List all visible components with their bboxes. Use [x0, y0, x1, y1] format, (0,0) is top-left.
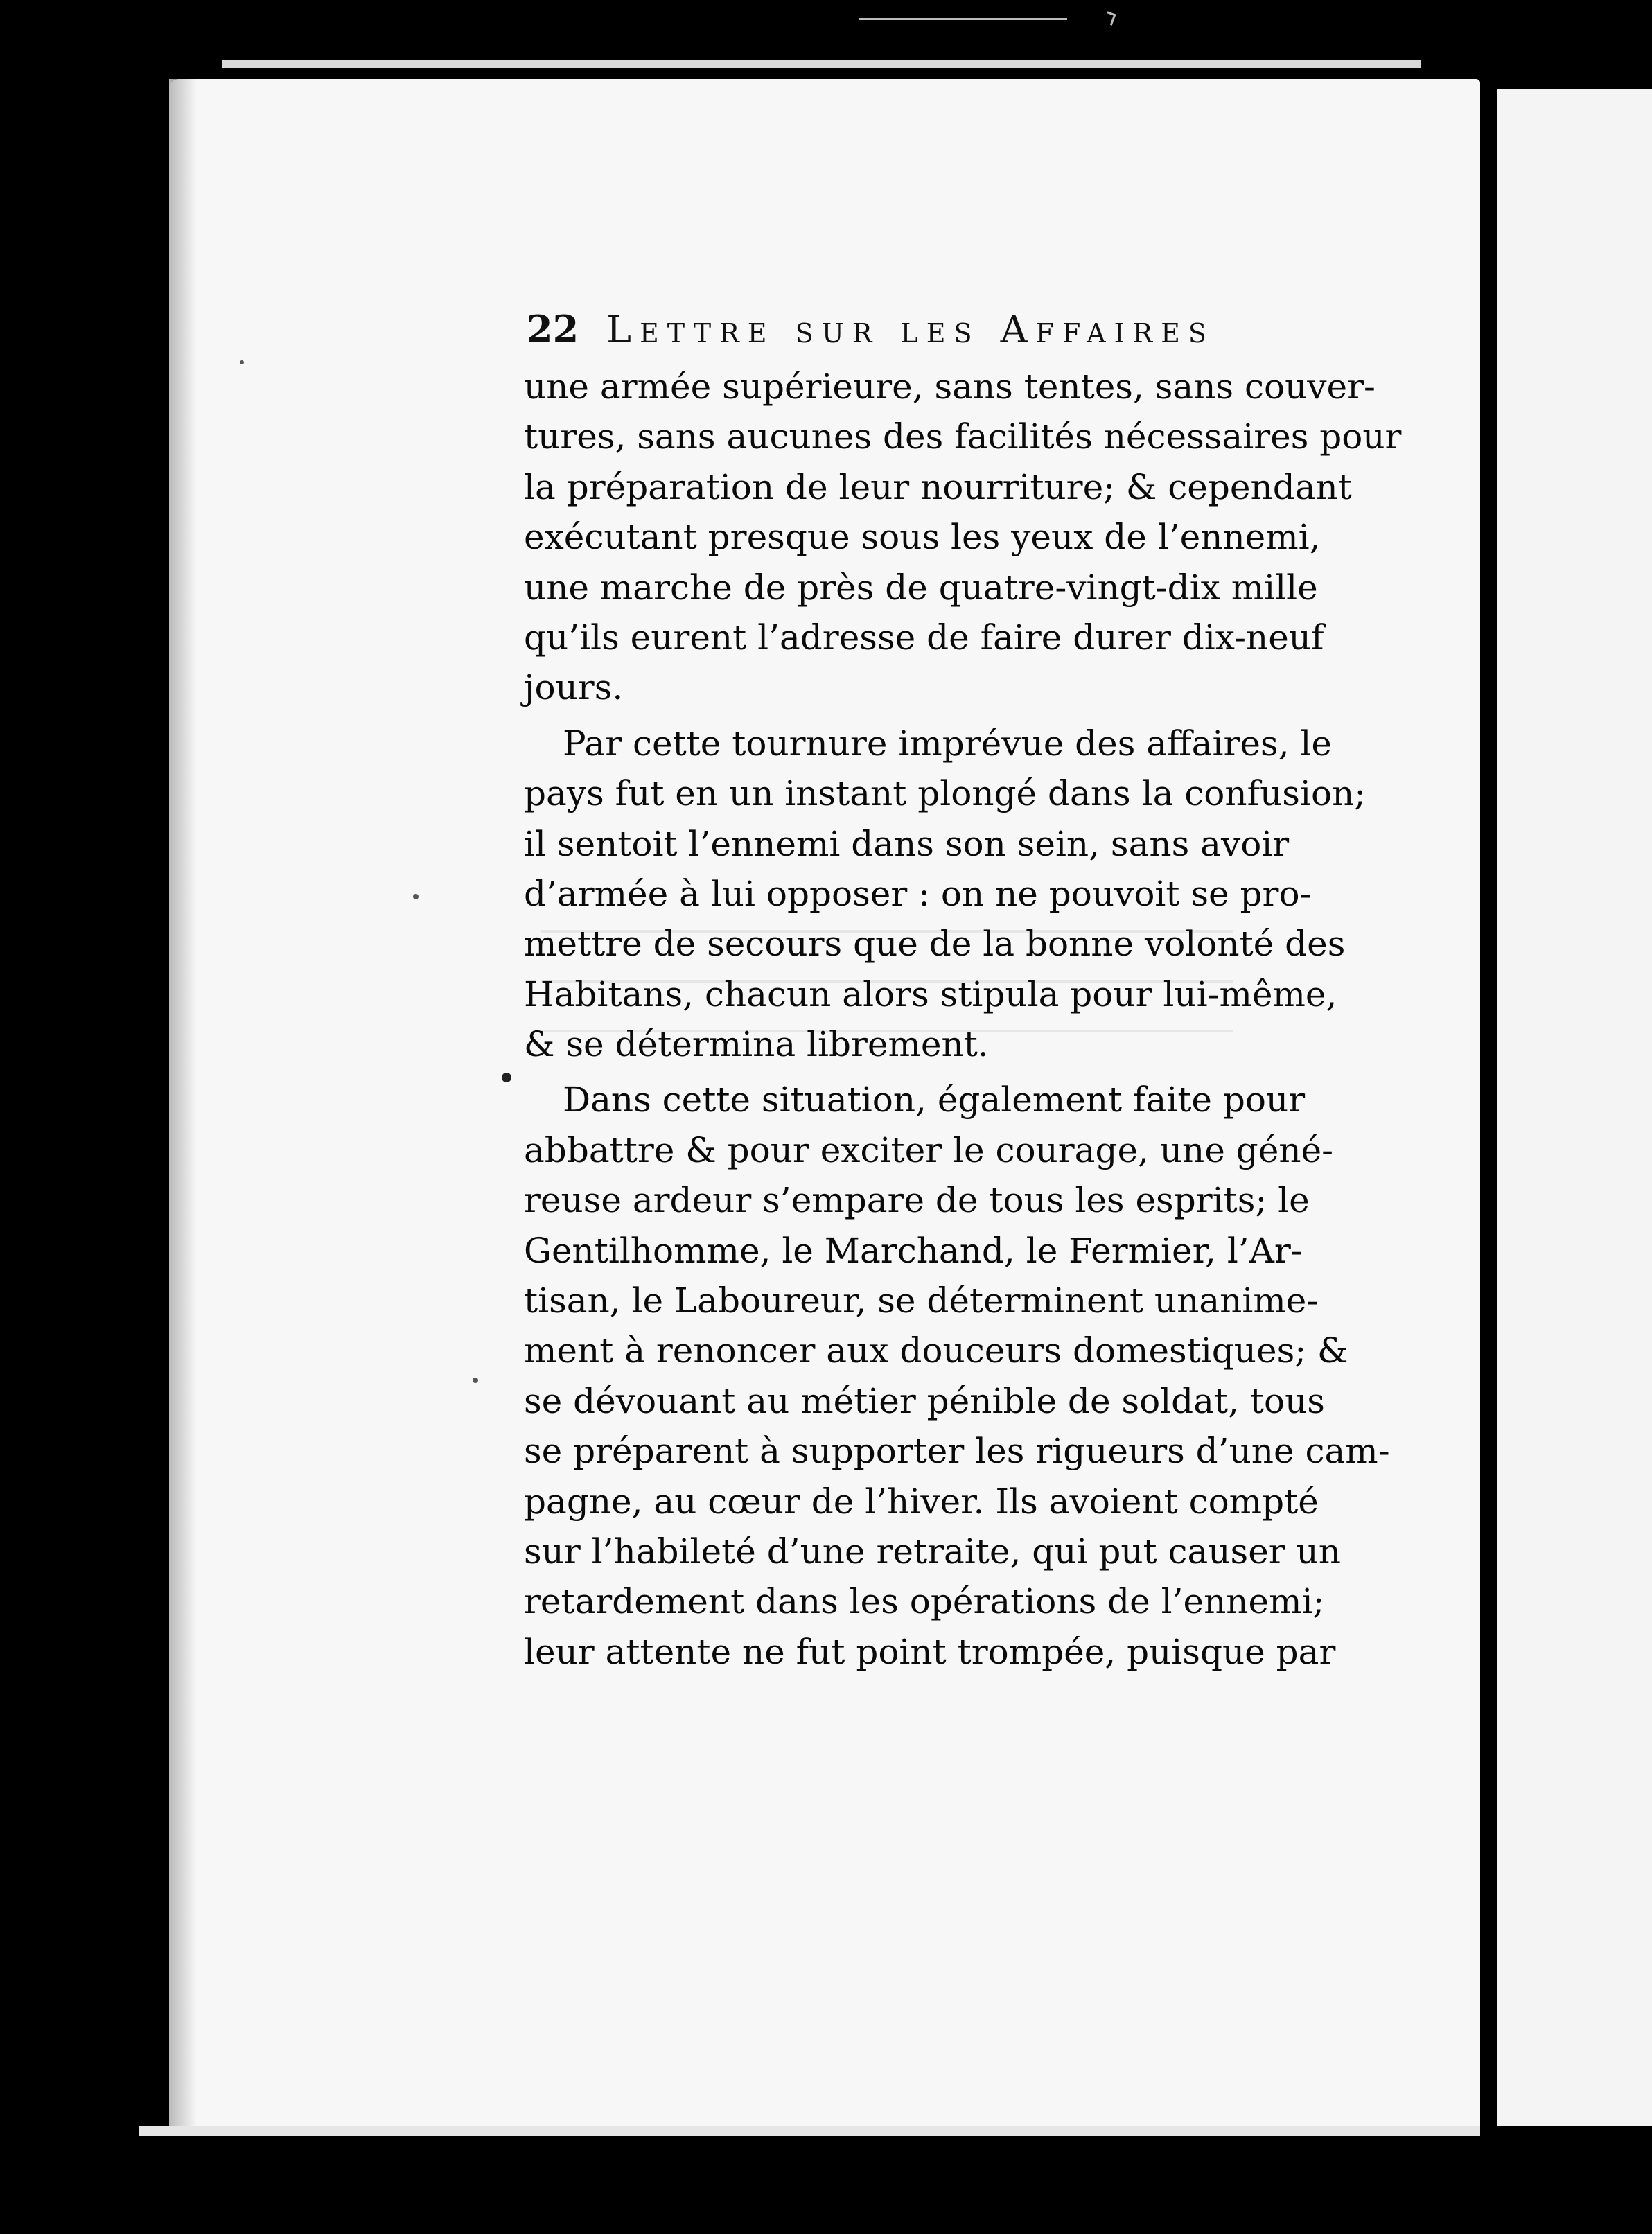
margin-speck: [240, 360, 244, 364]
text-line: la préparation de leur nourriture; & cependant: [524, 466, 1352, 507]
body-text: [524, 362, 1402, 1677]
text-line: abbattre & pour exciter le courage, une géné-: [524, 1129, 1334, 1170]
text-line: une armée supérieure, sans tentes, sans couver-: [524, 367, 1376, 407]
text-line: Habitans, chacun alors stipula pour lui-même,: [524, 974, 1337, 1014]
text-line: pays fut en un instant plongé dans la confusion;: [524, 773, 1367, 814]
text-line: tisan, le Laboureur, se déterminent unanime-: [524, 1281, 1319, 1321]
paragraph: [524, 719, 1367, 1070]
next-page-edge: [1497, 89, 1652, 2126]
page-gutter: [1480, 69, 1497, 2134]
text-line: reuse ardeur s’empare de tous les esprits; le: [524, 1180, 1310, 1221]
text-line: ment à renoncer aux douceurs domestiques; &: [524, 1330, 1348, 1371]
margin-speck: [473, 1378, 478, 1383]
running-title: Lettre sur les Affaires: [606, 307, 1215, 351]
text-line: Gentilhomme, le Marchand, le Fermier, l’Ar-: [524, 1230, 1303, 1271]
text-line: se dévouant au métier pénible de soldat, tous: [524, 1380, 1325, 1421]
scan-artifact-line: [859, 18, 1067, 20]
text-line: se préparent à supporter les rigueurs d’une cam-: [524, 1431, 1390, 1472]
paragraph: [524, 1075, 1390, 1677]
text-line: Par cette tournure imprévue des affaires, le: [563, 723, 1332, 764]
page-number: 22: [527, 307, 579, 351]
text-line: tures, sans aucunes des facilités nécessaires pour: [524, 416, 1402, 457]
text-line: & se détermina librement.: [524, 1024, 989, 1065]
text-line: Dans cette situation, également faite pour: [563, 1080, 1306, 1120]
page-top-edge: [222, 60, 1421, 68]
margin-speck: [502, 1073, 511, 1082]
text-line: sur l’habileté d’une retraite, qui put causer un: [524, 1531, 1342, 1572]
text-line: exécutant presque sous les yeux de l’ennemi,: [524, 517, 1321, 558]
text-line: qu’ils eurent l’adresse de faire durer dix-neuf: [524, 617, 1324, 658]
margin-speck: [413, 894, 419, 899]
page-shadow: [169, 79, 197, 2130]
text-line: mettre de secours que de la bonne volonté des: [524, 924, 1346, 965]
text-line: d’armée à lui opposer : on ne pouvoit se pro-: [524, 873, 1312, 914]
page-bottom-edge: [139, 2126, 1480, 2136]
text-line: il sentoit l’ennemi dans son sein, sans avoir: [524, 823, 1290, 864]
paragraph: [524, 362, 1402, 713]
running-header: [527, 298, 1275, 360]
text-line: pagne, au cœur de l’hiver. Ils avoient compté: [524, 1481, 1319, 1522]
text-line: retardement dans les opérations de l’ennemi;: [524, 1581, 1325, 1622]
text-line: leur attente ne fut point trompée, puisque par: [524, 1631, 1336, 1672]
text-line: une marche de près de quatre-vingt-dix mille: [524, 567, 1318, 608]
text-line: jours.: [524, 667, 624, 708]
